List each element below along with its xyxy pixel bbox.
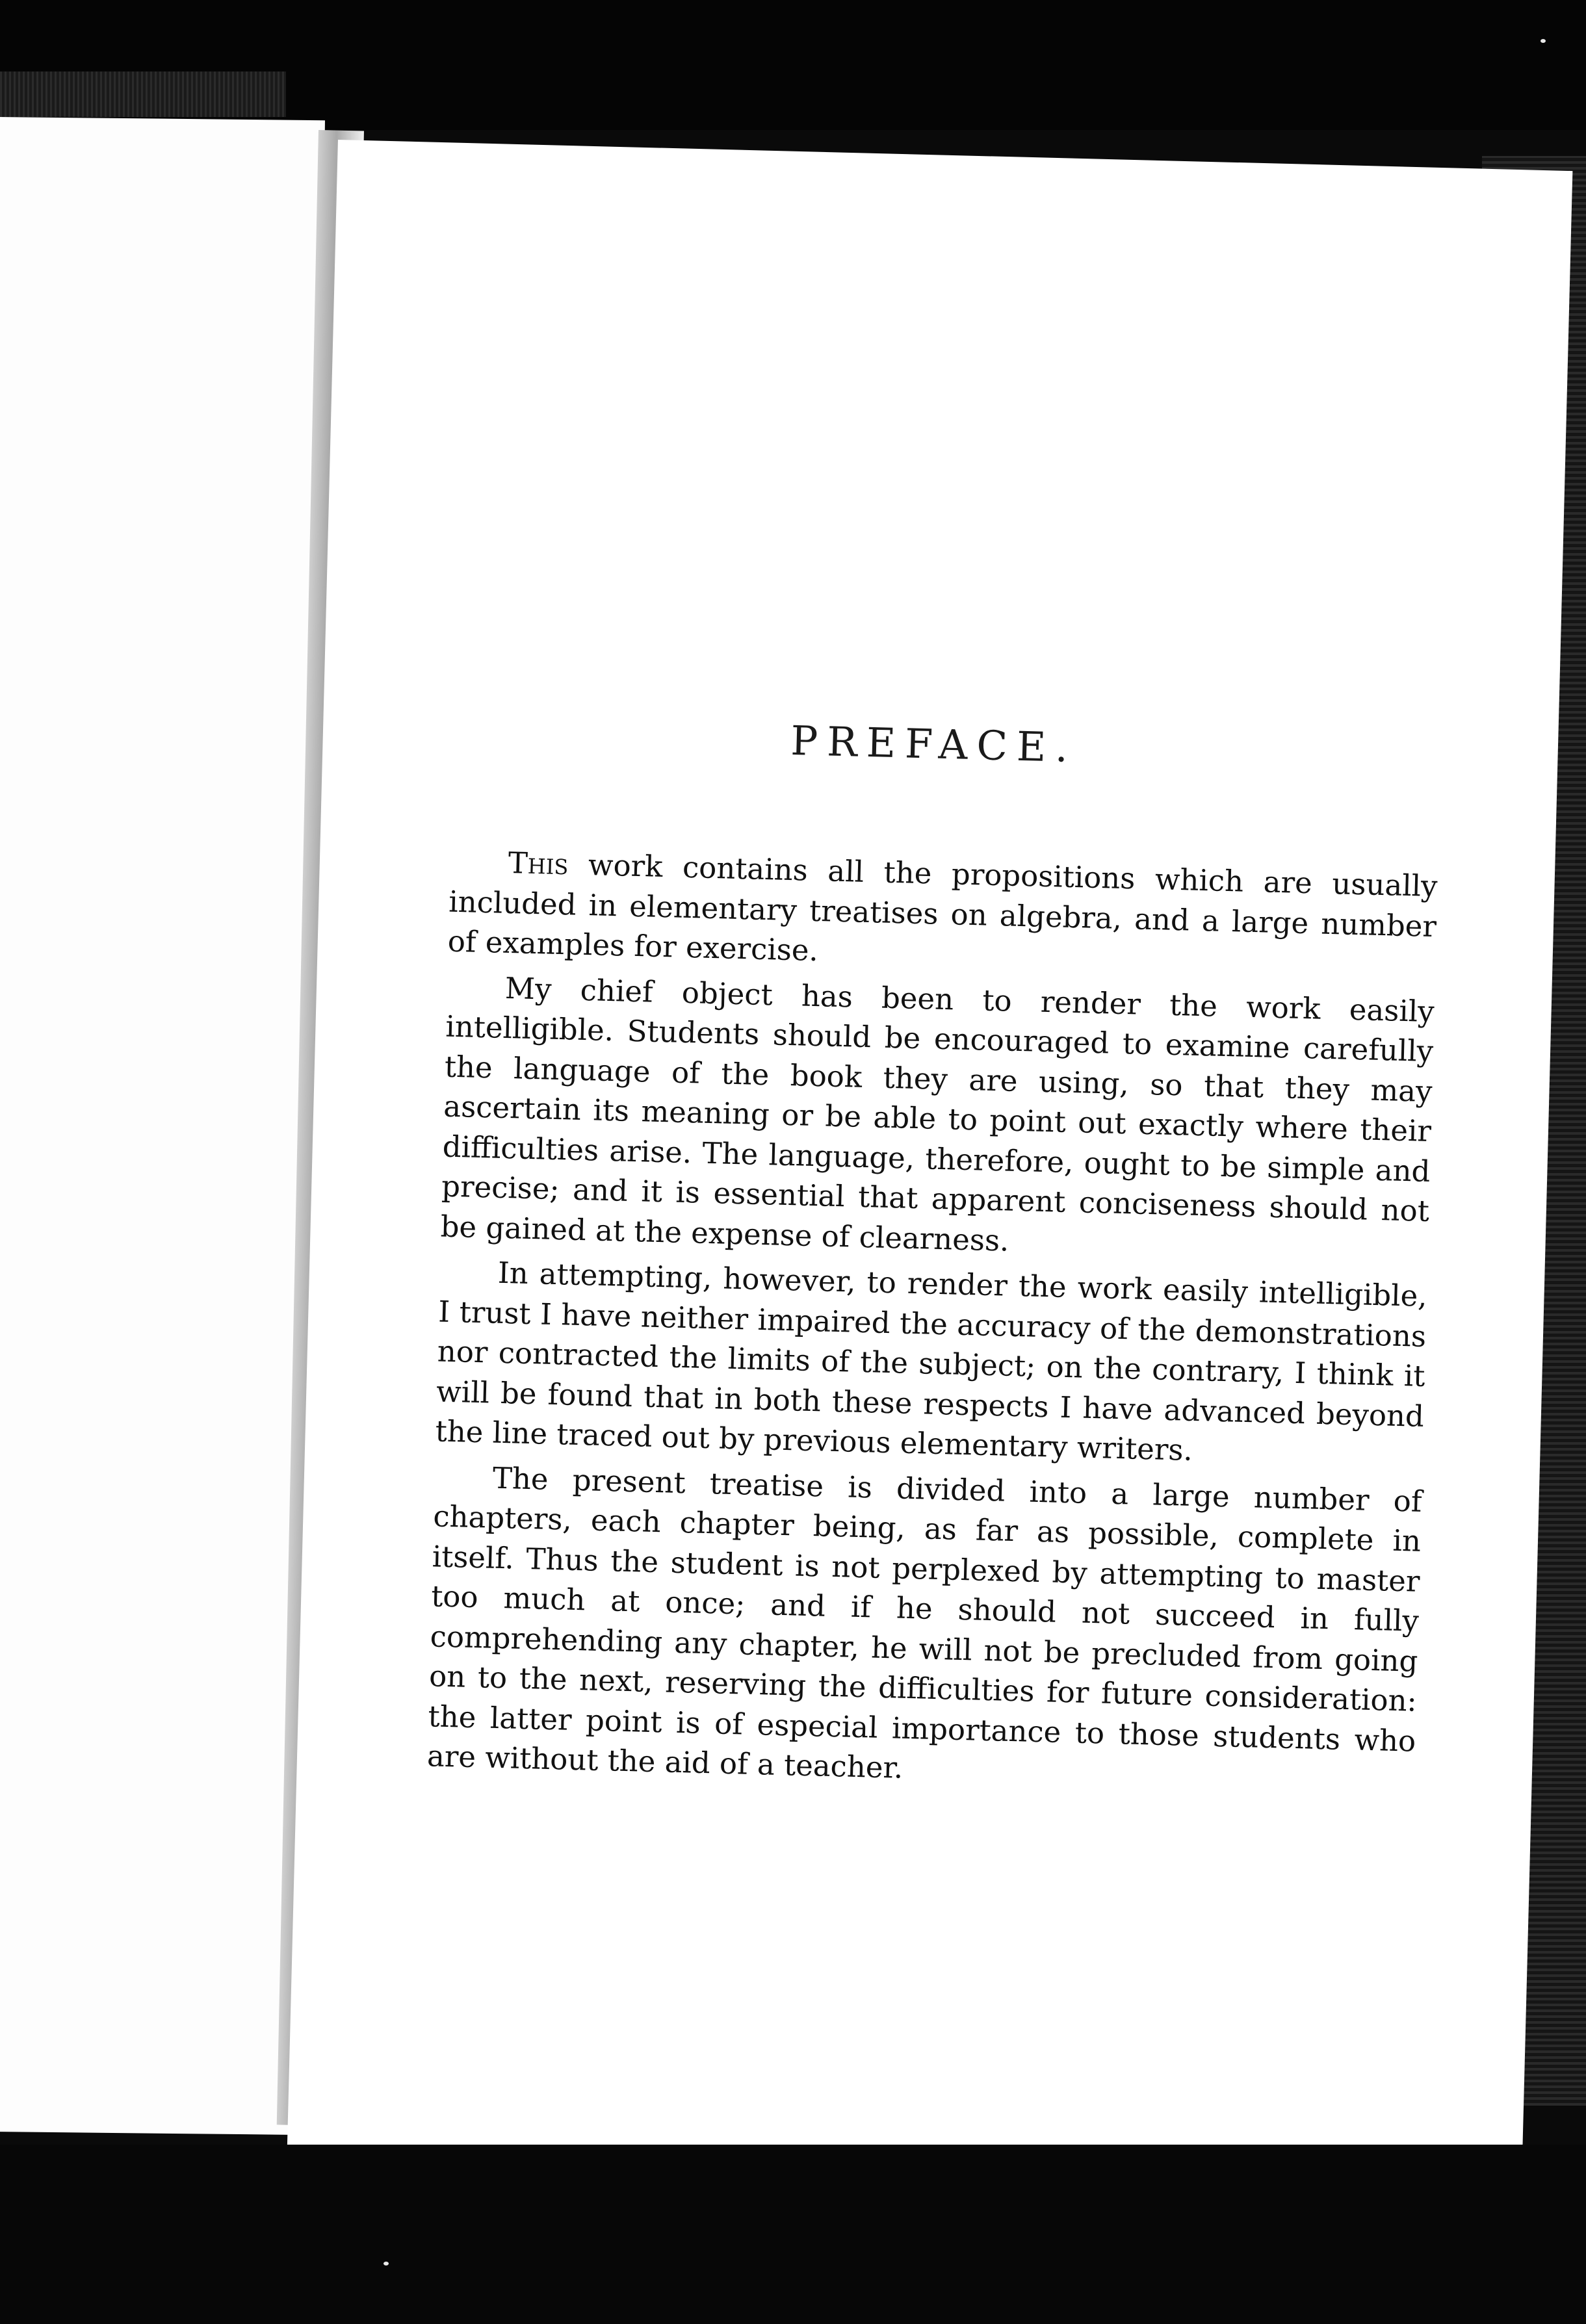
page-title: PREFACE. — [790, 716, 1078, 772]
paragraph-lead-word: This — [508, 845, 569, 882]
scan-background-bottom — [0, 2145, 1586, 2324]
right-page — [287, 140, 1572, 2198]
paragraph — [447, 842, 1438, 987]
preface-body — [426, 842, 1438, 1806]
paragraph: The present treatise is divided into a large number of chapters, each chapter being, as far as possible, complete in itself. Thus the student is not perplexed by attempting to master too much at once; and if he should not succeed in fully comprehending any chapter, he will not be precluded from going on to the next, reserving the difficulties for future consideration: the latter point is of especial importance to those students who are without the aid of a teacher. — [426, 1460, 1423, 1785]
page-content — [287, 140, 1572, 2198]
paragraph: In attempting, however, to render the work easily intelligible, I trust I have neither impaired the accuracy of the demonstrations nor contracted the limits of the subject; on the contrary, I think it will be found that in both these respects I have advanced beyond the line traced out by previous elementary writers. — [435, 1255, 1428, 1467]
paragraph-text: work contains all the propositions which are usually included in elementary treatises on algebra, and a large number of examples for exercise. — [447, 847, 1438, 968]
scan-speck — [384, 2262, 389, 2266]
book-cover-edge — [0, 71, 286, 117]
paragraph: My chief object has been to render the work easily intelligible. Students should be encouraged to examine carefully the language of the book they are using, so that they may ascertain its meaning or be able to point out exactly where their difficulties arise. The language, therefore, ought to be simple and precise; and it is essential that apparent conciseness should not be gained at the expense of clearness. — [440, 970, 1435, 1258]
scan-speck — [1540, 39, 1546, 43]
left-page-blank — [0, 117, 325, 2135]
